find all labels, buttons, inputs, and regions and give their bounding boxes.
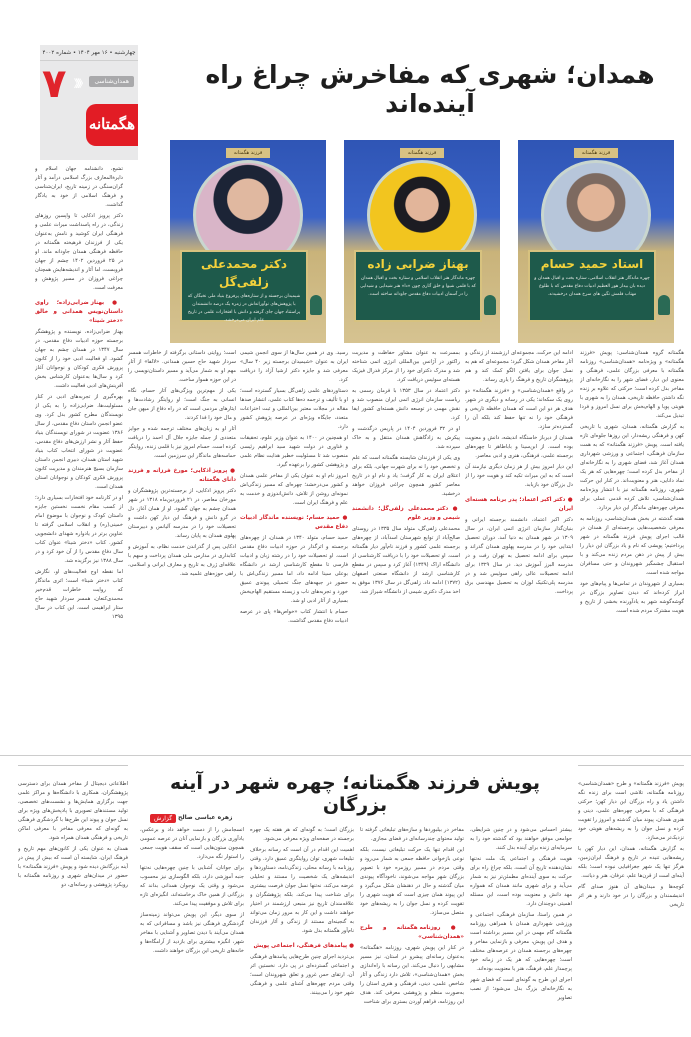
paragraph: یکی از مهم‌ترین ویژگی‌های آثار حسام، نگاه انسانی به جنگ است؛ او روایتگر رشادت‌ها و ایثارهای مردمی است که در راه دفاع از میهن جان و مال خود را فدا کردند.	[128, 388, 236, 421]
paragraph: امروز نام او به عنوان یکی از مفاخر علمی همدان و کشور می‌درخشد؛ چهره‌ای که مسیر زندگی‌اش نمونه‌ای روشن از تلاش، دانش‌اندوزی و خدمت به علم و فرهنگ ایران است.	[240, 473, 348, 506]
section-badge: همدان‌شناسی	[89, 76, 134, 87]
portrait-card-zarrabizadeh	[344, 140, 500, 343]
paragraph: در کنار این پویش شهری، روزنامه «هگمتانه» به‌عنوان رسانه‌ای پیشرو در استان، نیز مسیر مشابهی را دنبال می‌کند. این رسانه با راه‌اندازی بخش «همدان‌شناسی»، تلاش دارد زندگی و آثار شاخص علمی، دینی، فرهنگی و هنری استان را به‌صورت منظم و پژوهشی معرفی کند. هدف این روزنامه، فراهم آوردن بستری برای شناخت	[360, 945, 464, 1005]
column-2	[465, 349, 573, 749]
paragraph: هگمتانه گروه همدان‌شناسی: پویش «فرزند هگمتانه» و ویژه‌نامه «همدان‌شناسی» روزنامه هگمتانه با معرفی بزرگان علمی، فرهنگی و معنوی این دیار، فضای شهر را به نگارخانه‌ای از مفاخر بدل کرده است؛ حرکتی که علاوه بر زنده نگه داشتن حافظه تاریخی، همدان را به شهری با هویتی پویا و الهام‌بخش برای نسل امروز و فردا تبدیل می‌کند.	[580, 350, 684, 419]
paragraph: مفاخر در بیلبوردها و سازه‌های تبلیغاتی گرفته تا تولید محتوای چندرسانه‌ای در فضای مجازی.	[360, 827, 464, 842]
paragraph: وی یکی از فرزندان شایسته هگمتانه است که علم و تخصص خود را نه برای شهرت جهانی، بلکه برای اعتلای ایران به کار گرفت؛ یاد و نام او در تاریخ معاصر کشور همچون چراغی فروزان خواهد درخشید.	[352, 455, 460, 497]
person-name: استاد حمید حسام	[540, 257, 644, 271]
paragraph: ادامه این حرکت، مجموعه‌ای ارزشمند از زندگی و آثار مفاخر همدان شکل گیرد؛ مجموعه‌ای که هم به نسل جوان برای یافتن الگو کمک کند و هم پژوهشگران تاریخ و فرهنگ را یاری رساند.	[465, 350, 573, 383]
paragraph: اما نقطه اوج فعالیت‌های او، نگارش کتاب «دختر شینا» است؛ اثری ماندگار که روایت خاطرات قدم‌خیر محمدی‌کنعان، همسر سردار شهید حاج ستار ابراهیمی است. این کتاب در سال ۱۳۹۵	[35, 569, 123, 620]
emblem-icon	[484, 295, 496, 315]
paragraph: بی‌تردید اجرای چنین طرح‌هایی پیامدهای فرهنگی و اجتماعی گسترده‌ای در پی دارد. نخستین اثر آن، ارتقای حس غرور و تعلق شهروندان است؛ وقتی مردم چهره‌های آشنای علمی و فرهنگی شهر خود را می‌بینند.	[250, 954, 354, 996]
paragraph: به گزارش هگمتانه، همدان، این دیار کهن با ریشه‌هایی تنیده در تاریخ و فرهنگ ایران‌زمین، هرگز تنها یک شهر جغرافیایی نبوده است؛ بلکه آینه‌ای است از قرن‌ها علم، عرفان، هنر و دیانت.	[578, 846, 684, 879]
emblem-icon	[310, 295, 322, 315]
paragraph: دکتر اکبر اعتماد، دانشمند برجسته ایرانی و بنیان‌گذار سازمان انرژی اتمی ایران، در سال ۱۳۰۹ در شهر همدان به دنیا آمد. دوران تحصیل ابتدایی خود را در مدرسه پهلوی همدان گذراند و سپس برای ادامه تحصیل به تهران رفت و در مدرسه البرز آموزش دید. در سال ۱۳۲۹ برای ادامه تحصیلات عالی راهی سوئیس شد و در مدرسه پلی‌تکنیک لوزان به تحصیل مهندسی برق پرداخت.	[465, 517, 573, 595]
paragraph: دکتر پرویز اذکایی، از برجسته‌ترین پژوهشگران و مورخان معاصر، در ۲۱ فروردین‌ماه ۱۳۱۸ در شهر همدان چشم به جهان گشود. او از همان آغاز، دل در گرو دانش و فرهنگ این دیار کهن داشت و تحصیلات خود را در مدرسه آلیانس و دبیرستان پهلوی همدان به پایان رساند.	[128, 488, 236, 539]
column-4	[240, 349, 348, 749]
paragraph: بهناز ضرابی‌زاده، نویسنده و پژوهشگر برجسته حوزه ادبیات دفاع مقدس، در سال ۱۳۴۷ در همدان چشم به جهان گشود. او فعالیت ادبی خود را از کانون پرورش فکری کودکان و نوجوانان آغاز کرد و سال‌ها به‌عنوان کارشناس بخش آفرینش‌های ادبی فعالیت داشت.	[35, 329, 123, 389]
paragraph: دکتر اعتماد در سال ۱۳۵۳ با فرمان رسمی به ریاست سازمان انرژی اتمی ایران منصوب شد و نقش مهمی در توسعه دانش هسته‌ای کشور ایفا کرد.	[352, 388, 460, 421]
paragraph: در همین راستا، سازمان فرهنگی، اجتماعی و ورزشی شهرداری همدان با همراهی روزنامه هگمتانه گام مهمی در این مسیر برداشته است و هدف این پویش، معرفی و بازنمایی مفاخر و چهره‌های برجسته همدان در عرصه‌های مختلف است؛ چهره‌هایی که هر یک در زمانه خود پرچمدار علم، فرهنگ، هنر یا معنویت بوده‌اند.	[470, 912, 572, 972]
subheading: ● دکتر اکبر اعتماد؛ پدر برنامه هسته‌ای ایران	[465, 496, 573, 514]
section-divider	[0, 755, 691, 756]
subheading: ● بهناز ضرابی‌زاده؛ راوی داستان‌نویس همدانی و خالق «دختر شینا»	[35, 299, 123, 326]
paragraph: این دیار امروز بیش از هر زمان دیگری نیازمند آن است که به این میراث تکیه کند و هویت خود را از دل بزرگان خود بازیابد.	[465, 464, 573, 488]
paragraph: به گزارش هگمتانه، همدان، شهری با تاریخی کهن و فرهنگی ریشه‌دار، این روزها جلوه‌ای تازه یافته است. پویش «فرزند هگمتانه» که به همت سازمان فرهنگی، اجتماعی و ورزشی شهرداری همدان آغاز شد، فضای شهری را به نگارخانه‌ای از مفاخر بدل کرده است؛ چهره‌هایی که هر یک نماد دانایی، هنر و معنویت‌اند. در کنار این حرکت شهری، روزنامه هگمتانه نیز با انتشار ویژه‌نامه همدان‌شناسی، تلاش کرده قدمی عملی برای معرفی چهره‌های ماندگار این دیار بردارد.	[580, 424, 684, 511]
side-rule	[578, 765, 684, 766]
person-name: بهناز ضرابی زاده	[367, 257, 469, 271]
paragraph: این اقدام تنها یک حرکت تبلیغاتی نیست، بلکه نوعی بازخوانی حافظه جمعی به شمار می‌رود و وقتی مردم در مسیر روزمره خود با تصویر بزرگان شهر مواجه می‌شوند، ناخودآگاه پیوندی میان گذشته و حال در ذهنشان شکل می‌گیرد و این پیوند همان چیزی است که هویت شهری را تقویت کرده و نسل جوان را به ریشه‌های خود متصل می‌سازد.	[360, 847, 464, 916]
paragraph: دستاوردهای علمی زلفی‌گل بسیار گسترده است؛ او با تألیف و ترجمه ده‌ها کتاب علمی، انتشار صدها مقاله در مجلات معتبر بین‌المللی و ثبت اختراعات متعدد، جایگاه ویژه‌ای در عرصه پژوهش کشور دارد.	[240, 388, 348, 430]
column-3	[352, 349, 460, 749]
paragraph: انسجامش را از دست خواهد داد و برعکس، یادآوری بزرگان و بازنمایی آنان در عرصه عمومی همچون ستون‌هایی است که سقف هویت جمعی را استوار نگه می‌دارد.	[140, 827, 244, 860]
paragraph: آثار او به زبان‌های مختلف ترجمه شده و جوایز متعددی از جمله جایزه جلال آل احمد را دریافت کرده است. حسام امروز نیز با قلمی زنده، روایتگر حماسه‌های ماندگار این سرزمین است.	[128, 426, 236, 459]
byline-tag: گزارش	[150, 814, 176, 823]
paragraph: محمدعلی زلفی‌گل، متولد سال ۱۳۳۵ در روستای صالح‌آباد از توابع شهرستان اسدآباد، از چهره‌های برجسته علمی کشور و فرزند نام‌آور دیار هگمتانه است. او تحصیلات خود را با دریافت کارشناسی از دانشگاه اراک (۱۳۴۹) آغاز کرد و سپس در مقطع کارشناسی ارشد از دانشگاه صنعتی اصفهان (۱۳۷۲) ادامه داد. زلفی‌گل در سال ۱۳۷۶ موفق به اخذ مدرک دکتری شیمی از دانشگاه شیراز شد.	[352, 526, 460, 595]
article2-column-6	[18, 780, 128, 1030]
paragraph: اجرای این طرح به گونه‌ای است که فضای شهر به نگارخانه‌ای بزرگ بدل می‌شود؛ از نصب تصاویر	[470, 977, 572, 1001]
paragraph: همدان به عنوان یکی از کانون‌های مهم تاریخ و فرهنگ ایران، شایسته آن است که بیش از پیش در آینه بزرگانش دیده شود و پویش «فرزند هگمتانه» با حضور در میدان‌های شهری و روزنامه هگمتانه با رویکرد پژوهشی و رسانه‌ای، دو	[18, 846, 128, 888]
paragraph: دکتر پرویز اذکایی تا واپسین روزهای زندگی، در راه پاسداشت میراث علمی و فرهنگی ایران کوشید و نامش به‌عنوان یکی از فرزندان فرهیخته هگمتانه در حافظه فرهنگی همدان جاودانه ماند. او در ۲۵ فروردین ۱۴۰۲ چشم از جهان فروبست، اما آثار و اندیشه‌هایش همچنان چراغی فروزان در مسیر پژوهش و معرفت است.	[35, 213, 123, 291]
column-6	[35, 165, 123, 749]
paragraph: او در ۳۲ فروردین ۱۴۰۴ در پاریس درگذشت و پیکرش به زادگاهش همدان منتقل و به خاک سپرده شد.	[352, 426, 460, 450]
card-banner: فرزند هگمتانه	[400, 148, 444, 158]
person-bio: شیمیدان برجسته و از ستاره‌های پرفروغ بنیاد ملی نخبگان که با پژوهش‌های نوآورانه‌اش در زمره یک درصد دانشمندان پراستناد جهان جای گرفته و دانش با افتخارات علمی در تاریخ علم ایران می‌درخشد.	[187, 294, 301, 323]
article2-column-3	[360, 826, 464, 1026]
emblem-icon	[658, 295, 670, 315]
paragraph: اهمیت این اقدام در آن است که رسانه برخلاف تبلیغات شهری، توان روایتگری عمیق دارد. وقتی روزنامه با رسانه محلی، زندگی‌نامه، دستاوردها و اندیشه‌های یک شخصیت را مستند و تحلیلی عرضه می‌کند، نه‌تنها نسل جوان فرصت بیشتری برای شناخت پیدا می‌کند، بلکه پژوهشگران و علاقه‌مندان تاریخ نیز منبعی ارزشمند در اختیار خواهند داشت و این کار به مرور زمان می‌تواند به گنجینه‌ای مستند از زندگی و آثار فرزندان نام‌آور هگمتانه بدل شود.	[250, 847, 354, 934]
paragraph: هویت فرهنگی و اجتماعی یک ملت نه‌تنها نشان‌دهنده تاریخ آن است، بلکه چراغ راه برای حرکت به سوی آینده‌ای مطمئن‌تر نیز به شمار می‌آید و برای شهری مانند همدان که همواره مهد دانش و معنویت بوده است، این مسئله اهمیتی دوچندان دارد.	[470, 856, 572, 907]
column-1	[580, 349, 684, 749]
article2-headline: پویش فرزند هگمتانه؛ چهره شهر در آینه بزرگان	[169, 772, 541, 816]
paragraph: بسیاری از شهروندان در تماس‌ها و پیام‌های خود ابراز کرده‌اند که دیدن تصاویر بزرگان در گوشه‌گوشه شهر به یادآورنده بخشی از تاریخ و هویت مشترک مردم شده است.	[580, 581, 684, 614]
article2-column-5	[140, 826, 244, 1026]
portrait-card-zolfigol	[170, 140, 326, 343]
paragraph: بیشتر احساس می‌شود و در چنین شرایطی، جوامعی موفق خواهند بود که گذشته خود را به سرمایه‌ای زنده برای آینده بدل کنند.	[470, 827, 572, 851]
paragraph: بزرگان است؛ به گونه‌ای که هر هفته یک چهره برجسته در صفحه‌ای ویژه معرفی می‌شود.	[250, 827, 354, 842]
nameplate	[354, 250, 482, 322]
paragraph: پویش «فرزند هگمتانه» و طرح «همدان‌شناسی» روزنامه هگمتانه، تلاشی است برای زنده نگه داشتن یاد و راه بزرگان این دیار کهن؛ حرکتی فرهنگی که با معرفی چهره‌های علمی، دینی و هنری همدان، پیوند میان گذشته و امروز را تقویت کرده و نسل جوان را به ریشه‌های هویتی خود نزدیک‌تر می‌سازد.	[578, 781, 684, 841]
paragraph: بمسرعت به عنوان مشاور حفاظت و مدیریت راکتور در آژانس بین‌المللی انرژی اتمی شناخته شد و مدرک دکترای خود را از مرکز فدرال فیزیک هسته‌ای سوئیس دریافت کرد.	[352, 350, 460, 383]
side-rule	[18, 765, 128, 766]
column-5	[128, 349, 236, 749]
paragraph: او در کارنامه خود افتخارات بسیاری دارد؛ از کسب مقام نخست نخستین جایزه داستان کودک و نوجوان با موضوع امام خمینی(ره) و انقلاب اسلامی گرفته تا عناوین برتر در یادواره شهدای دانشجویی کشور. کتاب «دختر شینا» عنوان کتاب سال دفاع مقدس را از آن خود کرد و در سال ۱۳۸۸ نیز برگزیده شد.	[35, 495, 123, 564]
byline-author: زهره عباسی صالح	[178, 814, 233, 821]
page-number: ۷	[42, 61, 67, 107]
paragraph: رسید. وی در همین سال‌ها از سوی انجمن شیمی ایران به عنوان «شیمیدان برجسته زیر ۴۰ سال» معرفی شد و جایزه دکتر ارشیا آزاد را دریافت کرد.	[240, 350, 348, 383]
paragraph: هفته گذشته در بخش همدان‌شناسی، روزنامه به معرفی شخصیت‌هایی برجسته‌ای از همدان در قالب اجرای پویش فرزند هگمتانه در شهر پرداختیم؛ پویشی که نام و یاد بزرگان این دیار را بیش از پیش در ذهن مردم زنده می‌کند و با استقبال چشمگیر شهروندان و حتی مسافران مواجه شده است.	[580, 516, 684, 576]
subheading: ● پرویز اذکایی؛ مورخ فرزانه و فرزند دانای هگمتانه	[128, 467, 236, 485]
nameplate	[528, 250, 656, 322]
person-name: دکتر محمدعلی زلفی‌گل	[201, 257, 287, 289]
paragraph: او همچنین در ۱۴۰۰ به عنوان وزیر علوم، تحقیقات و فناوری در دولت شهید سید ابراهیم رئیسی منصوب شد تا مسئولیت خطیر هدایت نظام علمی و پژوهشی کشور را برعهده گیرد.	[240, 435, 348, 468]
card-banner: فرزند هگمتانه	[574, 148, 618, 158]
main-headline: همدان؛ شهری که مفاخرش چراغ راه آینده‌اند	[205, 60, 655, 118]
paragraph: کوچه‌ها و میدان‌های آن هنوز صدای گام اندیشمندان و بزرگان را در خود دارند و هر اثر تاریخی	[578, 884, 684, 908]
masthead	[40, 45, 138, 160]
paragraph: حسام با انتشار کتاب «خواص‌ها» پای در عرصه ادبیات دفاع مقدس گذاشت.	[240, 609, 348, 624]
newspaper-logo: هگمتانه	[86, 104, 138, 146]
subheading: ● دکتر محمدعلی زلفی‌گل؛ دانشمند شیمی و وزیر علوم	[352, 505, 460, 523]
paragraph: است؛ روایتی داستانی برگرفته از خاطرات همسر سردار شهید حاج حسین همدانی. «لالفا» از آثار مهم او به شمار می‌آید و مسیر داستان‌نویسی را در این حوزه هموار ساخت.	[128, 350, 236, 383]
portrait-card-hesam	[518, 140, 674, 343]
paragraph: اذکایی پس از گذراندن خدمت نظام، به آموزش و کتابداری در مدارس ملی همدان پرداخت و سهم با علاقه‌ای ژرف به تاریخ و معارف ایرانی و اسلامی، راهی حوزه‌های علمیه شد.	[128, 544, 236, 577]
subheading: ● پیامدهای فرهنگی، اجتماعی پویش	[250, 942, 354, 951]
person-bio: چهره ماندگار هنر انقلاب اسلامی و ستاره بخت و اقبال همدان که با قلمی شیوا و خلق آثاری چون «دا» هنر شیدایی و شیدایی را در آسمان ادبیات دفاع مقدس جاودانه ساخته است.	[360, 276, 476, 297]
nameplate	[180, 250, 308, 322]
paragraph: اطلاعاتی دیجیتال از مفاخر همدان برای دسترسی پژوهشگران، همکاری با دانشگاه‌ها و مراکز علمی جهت برگزاری همایش‌ها و نشست‌های تخصصی، تولید مستندهای تصویری با پادپخش‌های ویژه برای نسل جوان و پیوند این طرح‌ها با گردشگری فرهنگی به گونه‌ای که معرفی مفاخر با معرفی اماکن تاریخی و فرهنگی همدان همراه شود.	[18, 781, 128, 841]
dateline: چهارشنبه • ۱۶ مهر ۱۴۰۴ • شماره ۴۰۰۲	[40, 45, 138, 61]
article2-column-4	[250, 826, 354, 1026]
chevrons-icon: 《《《	[74, 79, 85, 90]
article2-column-2	[470, 826, 572, 1026]
card-banner: فرزند هگمتانه	[226, 148, 270, 158]
article2-column-1	[578, 780, 684, 1030]
person-bio: چهره ماندگار هنر انقلاب اسلامی، ستاره بخت و اقبال همدان و دیده بان بیدار هور العظیم ادبیات دفاع مقدس که با طلوع مهتاب قلمش نگین های سرخ همدان درخشیدند.	[534, 276, 650, 297]
paragraph: از سوی دیگر، این پویش می‌تواند زمینه‌ساز گردشگری فرهنگی نیز باشد و مسافرانی که به همدان می‌آیند با دیدن تصاویر و آشنایی با مفاخر شهر، انگیزه بیشتری برای بازدید از آرامگاه‌ها و خانه‌های تاریخی این بزرگان خواهند داشت.	[140, 912, 244, 954]
paragraph: در واقع «همدان‌شناسی» و «فرزند هگمتانه» دو روی یک سکه‌اند؛ یکی در رسانه و دیگری در شهر. هدف هر دو این است که همدان حافظه تاریخی و فرهنگی خود را نه تنها حفظ کند بلکه آن را گسترده‌تر سازد.	[465, 388, 573, 430]
paragraph: بهره‌گیری از تجربه‌های ادبی در کنار مسئولیت‌ها، ضرابی‌زاده را به یکی از نویسندگان مطرح کشور بدل کرد. وی عضو انجمن داستان دفاع مقدس، از سال ۱۳۸۶ عضویت در شورای نویسندگان بنیاد حفظ آثار و نشر ارزش‌های دفاع مقدس، عضویت در شورای انتخاب کتاب بنیاد شهید استان همدان، دبیری انجمن داستان سازمان بسیج هنرمندان و مدیریت کانون پرورش فکری کودکان و نوجوانان استان همدان است.	[35, 394, 123, 490]
paragraph: همدان از دیرباز خاستگاه اندیشه، دانش و معنویت بوده است. از ابن‌سینا و باباطاهر تا چهره‌های برجسته علمی، فرهنگی، هنری و ادبی معاصر.	[465, 435, 573, 459]
paragraph: حمید حسام، متولد ۱۳۴۰ در همدان، از چهره‌های برجسته و اثرگذار در حوزه ادبیات دفاع مقدس است. او تحصیلات خود را در رشته زبان و ادبیات فارسی تا مقطع کارشناسی ارشد در دانشگاه بوعلی سینا ادامه داد، اما مسیر زندگی‌اش با حضور در جبهه‌های جنگ تحمیلی پیوندی عمیق خورد و تجربه‌های ناب و زیسته مستقیم الهام‌بخش بسیاری از آثار ادبی او شد.	[240, 535, 348, 604]
subheading: ● روزنامه هگمتانه و طرح «همدان‌شناسی»	[360, 924, 464, 942]
paragraph: برای جوانان، آشنایی با چنین چهره‌هایی نه‌تنها جنبه آموزشی دارد، بلکه الگوسازی نیز محسوب می‌شود و وقتی یک نوجوان همدانی بداند که بزرگانی از همین خاک برخاسته‌اند، انگیزه‌ای تازه برای تلاش و موفقیت پیدا می‌کند.	[140, 865, 244, 907]
paragraph: تشیع، دانشنامه جهان اسلام و دایرة‌المعارف بزرگ اسلامی درآمد و آثار گران‌سنگی در زمینه تاریخ، ایران‌شناسی و فرهنگ اسلامی از خود به یادگار گذاشت.	[35, 166, 123, 208]
subheading: ● حمید حسام؛ نویسنده ماندگار ادبیات دفاع مقدس	[240, 514, 348, 532]
